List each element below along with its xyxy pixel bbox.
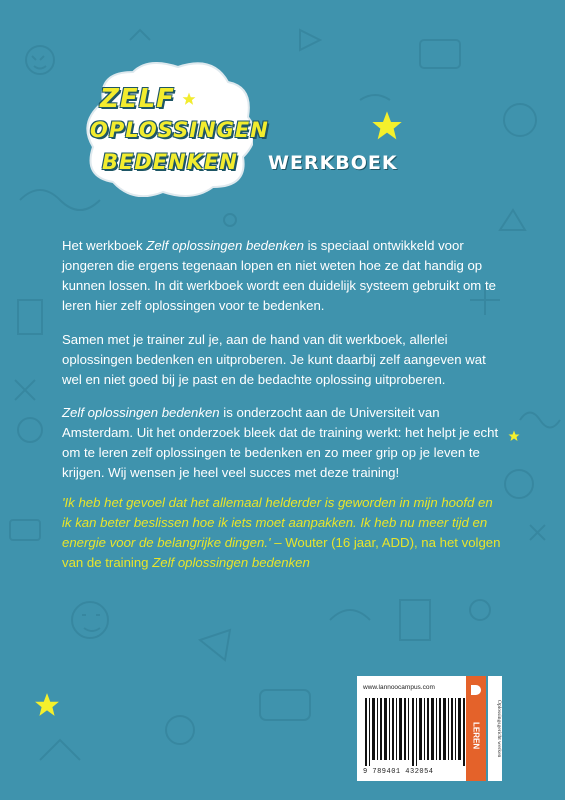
spine-text: Oplossingsgericht werken — [496, 699, 502, 758]
publisher-url: www.lannoocampus.com — [363, 684, 435, 691]
paragraph-1-book-title: Zelf oplossingen bedenken — [146, 238, 304, 253]
star-icon — [370, 110, 404, 142]
paragraph-3-book-title: Zelf oplossingen bedenken — [62, 405, 220, 420]
paragraph-1-text-b: is speciaal ontwikkeld voor jongeren die ergens tegenaan lopen en niet weten hoe ze dat handig op kunnen lossen. In dit werkboek wordt een duidelijk systeem gebruikt om te leren hier zelf oplossingen voor te bedenken. — [62, 238, 496, 313]
paragraph-1-text-a: Het werkboek — [62, 238, 147, 253]
paragraph-3-text: is onderzocht aan de Universiteit van Amsterdam. Uit het onderzoek bleek dat de training werkt: het helpt je echt om te leren zelf oplossingen te bedenken en zo meer grip op je leven te krijgen. Wij wensen je heel veel succes met deze training! — [62, 405, 499, 480]
logo-small-star-icon — [182, 92, 196, 106]
paragraph-1 — [62, 236, 502, 316]
barcode-box — [357, 676, 477, 781]
paragraph-3 — [62, 403, 502, 483]
bottom-star-icon — [33, 692, 61, 718]
paragraph-2: Samen met je trainer zul je, aan de hand van dit werkboek, allerlei oplossingen bedenken en uitproberen. Je kunt daarbij zelf aangeven wat wel en niet goed bij je past en de bedachte oplossing uitproberen. — [62, 332, 486, 387]
logo-line-2: OPLOSSINGEN — [90, 118, 269, 142]
isbn-number: 9 789401 432054 — [363, 768, 434, 776]
series-label: LEREN — [471, 722, 481, 750]
testimonial-quote — [62, 493, 502, 573]
logo-line-3: BEDENKEN — [102, 150, 238, 174]
quote-book-title: Zelf oplossingen bedenken — [152, 555, 310, 570]
quote-text: 'Ik heb het gevoel dat het allemaal helderder is geworden in mijn hoofd en ik kan beter beslissen hoe ik iets moet aanpakken. Ik heb nu meer tijd en energie voor de belangrijke dingen.' — [62, 495, 493, 550]
publisher-logo-icon — [470, 684, 482, 696]
small-star-icon — [508, 430, 520, 442]
logo — [78, 62, 269, 197]
spine-strip — [488, 676, 502, 781]
quote-attribution: – Wouter (16 jaar, ADD), na het volgen van de training — [62, 535, 501, 570]
logo-line-1: ZELF — [100, 84, 175, 114]
barcode-icon — [363, 698, 471, 766]
publisher-series-panel — [466, 676, 486, 781]
subtitle: WERKBOEK — [268, 152, 398, 174]
